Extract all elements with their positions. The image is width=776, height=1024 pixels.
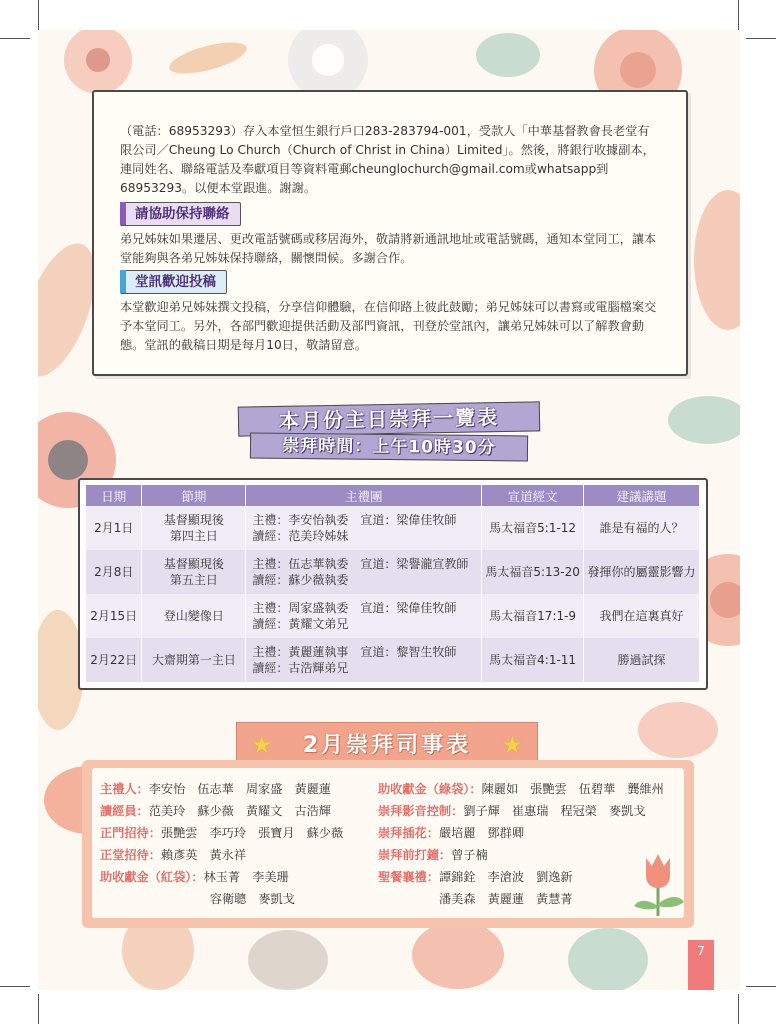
page-number: 7 <box>688 940 714 990</box>
notice-tag-submission-label: 堂訊歡迎投稿 <box>135 274 216 290</box>
cell-team <box>246 506 482 550</box>
roster-name: 潘美森 <box>439 892 476 906</box>
notice-tag-contact-label: 請協助保持聯絡 <box>135 206 230 222</box>
roster-name: 黃麗蓮 <box>294 782 331 796</box>
roster-name: 李巧玲 <box>209 826 247 840</box>
schedule-table <box>86 485 700 682</box>
tag-bar-icon <box>120 202 126 225</box>
roster-label: 崇拜插花： <box>378 826 439 840</box>
roster-name: 曾子楠 <box>451 848 488 862</box>
team-line: 讀經：黃耀文弟兄 <box>252 617 349 631</box>
roster-name: 周家盛 <box>245 782 283 796</box>
roster-label: 崇拜前打鐘： <box>378 848 452 862</box>
season-line: 基督顯現後 <box>163 557 224 571</box>
roster-line <box>100 802 343 820</box>
roster-line <box>100 868 301 886</box>
roster-line <box>100 890 307 908</box>
roster-label: 崇拜影音控制： <box>378 804 464 818</box>
notice-para-offering: （電話：68953293）存入本堂恒生銀行戶口283-283794-001，受款人「中華基督教會長老堂有限公司／Cheung Lo Church（Church of Christ in China）Limited」。然後，將銀行收據副本，連同姓名、聯絡電話及奉獻項目等資料電郵cheunglochurch@gmail.com或whatsapp到68953293。以便本堂跟進。謝謝。 <box>120 124 655 195</box>
roster-name: 麥凱戈 <box>258 892 295 906</box>
roster-name: 鄧群卿 <box>487 826 525 840</box>
roster-title: 2月崇拜司事表 <box>302 733 472 758</box>
roster-name: 賴彥英 <box>160 848 198 862</box>
roster-label: 讀經員： <box>100 804 149 818</box>
roster-label: 正堂招待： <box>100 848 161 862</box>
table-row <box>86 594 700 638</box>
cell-season <box>142 550 246 594</box>
worship-schedule <box>78 478 708 690</box>
schedule-title: 本月份主日崇拜一覽表 <box>238 401 540 436</box>
roster-name: 張艷雲 <box>530 782 567 796</box>
notice-para-contact: 弟兄姊妹如果遷居、更改電話號碼或移居海外，敬請將新通訊地址或電話號碼，通知本堂同工，讓本堂能夠與各弟兄姊妹保持聯絡，關懷問候。多謝合作。 <box>120 232 657 265</box>
crop-mark <box>738 0 739 30</box>
cell-date: 2月15日 <box>86 594 142 638</box>
team-line: 主禮：李安怡執委 宣道：梁偉佳牧師 <box>252 513 457 527</box>
cell-date: 2月22日 <box>86 638 142 682</box>
cell-topic: 誰是有福的人？ <box>584 506 700 550</box>
header-scripture: 宣道經文 <box>482 485 584 506</box>
roster-name: 程冠榮 <box>560 804 597 818</box>
notice-para-submission: 本堂歡迎弟兄姊妹撰文投稿，分享信仰體驗，在信仰路上彼此鼓勵；弟兄姊妹可以書寫或電腦檔案交予本堂同工。另外，各部門歡迎提供活動及部門資訊，刊登於堂訊內，讓弟兄姊妹可以了解教會動態。堂訊的截稿日期是每月10日，敬請留意。 <box>120 300 657 352</box>
roster-line <box>378 824 536 842</box>
table-header-row <box>86 485 700 506</box>
cell-season <box>142 506 246 550</box>
notice-tag-contact <box>120 202 241 226</box>
table-row <box>86 638 700 682</box>
star-icon: ★ <box>251 731 273 759</box>
table-row <box>86 550 700 594</box>
notice-tag-submission <box>120 270 227 294</box>
crop-mark <box>738 994 739 1024</box>
roster-line <box>378 868 585 886</box>
roster-line <box>378 802 658 820</box>
cell-date: 2月1日 <box>86 506 142 550</box>
roster-name: 嚴培麗 <box>438 826 476 840</box>
crop-mark <box>746 986 776 987</box>
roster-name: 崔惠瑞 <box>511 804 549 818</box>
roster-line <box>100 846 258 864</box>
roster-name: 李安怡 <box>148 782 186 796</box>
team-line: 讀經：古浩輝弟兄 <box>252 661 349 675</box>
team-line: 讀經：蘇少薇執委 <box>252 573 349 587</box>
roster-line <box>378 890 585 908</box>
cell-topic: 我們在這裏真好 <box>584 594 700 638</box>
team-line: 主禮：周家盛執委 宣道：梁偉佳牧師 <box>252 601 457 615</box>
cell-scripture: 馬太福音5:13-20 <box>482 550 584 594</box>
crop-mark <box>38 994 39 1024</box>
roster-name: 黃耀文 <box>245 804 283 818</box>
roster-name: 林玉菁 <box>203 870 241 884</box>
roster-inner <box>92 768 684 918</box>
roster-label: 助收獻金（綠袋）： <box>378 782 482 796</box>
notice-card <box>92 90 688 376</box>
cell-scripture: 馬太福音5:1-12 <box>482 506 584 550</box>
team-line: 讀經：范美玲姊妹 <box>252 529 349 543</box>
schedule-banner <box>228 398 546 464</box>
roster-name: 黃永祥 <box>209 848 247 862</box>
cell-team <box>246 550 482 594</box>
roster-name: 蘇少薇 <box>306 826 344 840</box>
roster-name: 李美珊 <box>252 870 289 884</box>
roster-name: 伍志華 <box>197 782 234 796</box>
table-row <box>86 506 700 550</box>
season-line: 基督顯現後 <box>163 513 224 527</box>
duty-roster <box>82 760 694 928</box>
roster-name: 伍碧華 <box>578 782 616 796</box>
cell-topic: 勝過試探 <box>584 638 700 682</box>
team-line: 主禮：黃麗蓮執事 宣道：黎智生牧師 <box>252 645 457 659</box>
roster-name: 麥凱戈 <box>609 804 646 818</box>
crop-mark <box>38 0 39 30</box>
roster-name: 黃麗蓮 <box>487 892 525 906</box>
header-team: 主禮團 <box>246 485 482 506</box>
roster-name: 譚錦銓 <box>438 870 476 884</box>
cell-scripture: 馬太福音4:1-11 <box>482 638 584 682</box>
roster-name: 劉子輝 <box>463 804 500 818</box>
roster-name: 范美玲 <box>148 804 186 818</box>
roster-label: 正門招待： <box>100 826 161 840</box>
roster-line <box>378 846 500 864</box>
roster-name: 陳麗如 <box>481 782 519 796</box>
roster-name: 張寶月 <box>258 826 295 840</box>
cell-date: 2月8日 <box>86 550 142 594</box>
roster-name: 張艷雲 <box>160 826 198 840</box>
roster-line <box>100 780 343 798</box>
cell-team <box>246 594 482 638</box>
roster-name: 古浩輝 <box>294 804 331 818</box>
roster-name: 容衛聰 <box>209 892 247 906</box>
cell-season: 登山變像日 <box>142 594 246 638</box>
roster-line <box>378 780 676 798</box>
roster-line <box>100 824 355 842</box>
roster-name: 黃慧菁 <box>536 892 573 906</box>
tag-bar-icon <box>120 270 126 293</box>
roster-name: 劉逸新 <box>536 870 573 884</box>
season-line: 第五主日 <box>169 573 218 587</box>
season-line: 第四主日 <box>169 529 218 543</box>
roster-label: 助收獻金（紅袋）： <box>100 870 204 884</box>
roster-label: 聖餐襄禮： <box>378 870 439 884</box>
header-date: 日期 <box>86 485 142 506</box>
roster-label: 主禮人： <box>100 782 149 796</box>
star-icon: ★ <box>501 731 523 759</box>
tulip-icon <box>628 848 688 918</box>
crop-mark <box>0 986 30 987</box>
cell-scripture: 馬太福音17:1-9 <box>482 594 584 638</box>
header-season: 節期 <box>142 485 246 506</box>
roster-name: 蘇少薇 <box>197 804 234 818</box>
crop-mark <box>0 38 30 39</box>
cell-season: 大齋期第一主日 <box>142 638 246 682</box>
header-topic: 建議講題 <box>584 485 700 506</box>
schedule-time: 崇拜時間：上午10時30分 <box>250 433 528 462</box>
cell-topic: 發揮你的屬靈影響力 <box>584 550 700 594</box>
roster-name: 李滄波 <box>487 870 525 884</box>
crop-mark <box>746 38 776 39</box>
cell-team <box>246 638 482 682</box>
roster-name: 龔維州 <box>627 782 664 796</box>
team-line: 主禮：伍志華執委 宣道：梁譽瀧宣教師 <box>252 557 469 571</box>
